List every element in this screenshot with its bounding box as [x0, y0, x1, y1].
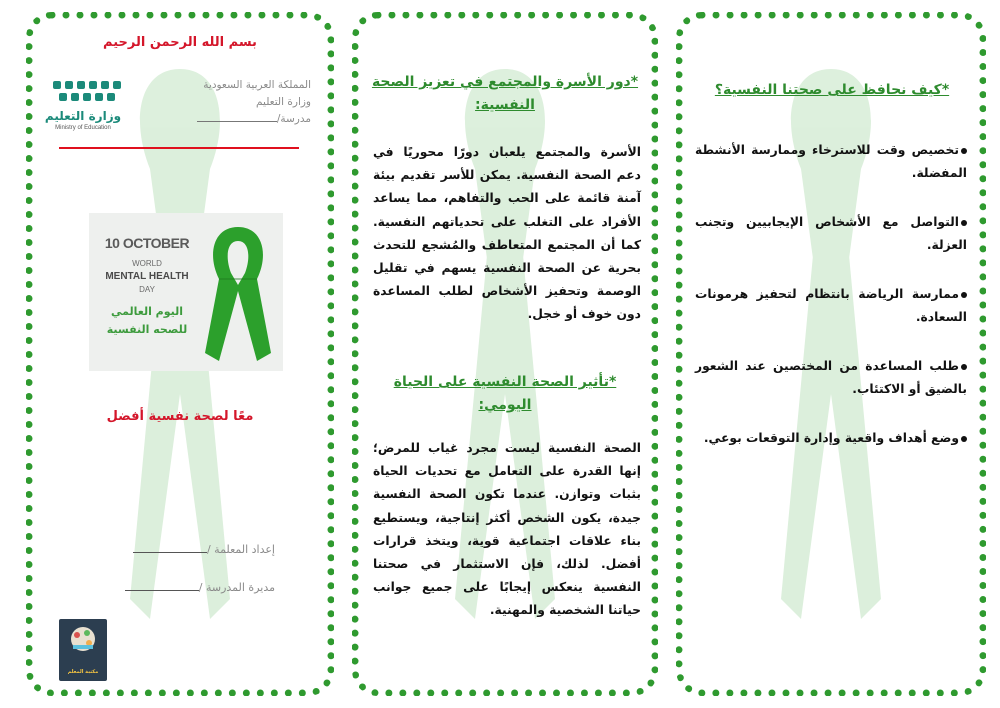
poster-day: DAY — [139, 285, 155, 294]
teacher-signature — [133, 543, 275, 556]
teacher-blank — [133, 543, 207, 553]
bullet-icon — [961, 364, 967, 370]
daily-life-heading: *تأثير الصحة النفسية على الحياة اليومي: — [393, 374, 617, 413]
poster-ar-line1: اليوم العالمي — [110, 305, 184, 318]
school-blank — [197, 111, 277, 122]
poster-ar-line2: للصحه النفسية — [106, 323, 188, 336]
ministry-name-en: Ministry of Education — [55, 125, 111, 131]
ministry-name-ar: وزارة التعليم — [44, 109, 122, 123]
teacher-label: إعداد المعلمة / — [206, 543, 275, 556]
list-item: وضع أهداف واقعية وإدارة التوقعات بوعي. — [695, 427, 967, 450]
poster-mental-health: MENTAL HEALTH — [105, 271, 189, 282]
list-item: التواصل مع الأشخاص الإيجابيين وتجنب العزلة. — [695, 215, 967, 252]
list-item: طلب المساعدة من المختصين عند الشعور بالضيق أو الاكتئاب. — [695, 359, 967, 396]
bullet-icon — [961, 148, 967, 154]
country-line: المملكة العربية السعودية — [203, 79, 311, 91]
list-item: ممارسة الرياضة بانتظام لتحفيز هرمونات السعادة. — [695, 287, 967, 324]
cover-panel — [26, 12, 334, 696]
mental-health-day-poster — [89, 213, 283, 371]
principal-label: مديرة المدرسة / — [198, 581, 275, 594]
green-ribbon-icon — [199, 221, 277, 363]
tips-list — [695, 139, 967, 476]
school-label: مدرسة/ — [276, 113, 311, 125]
badge-text: مكتبة المعلم — [67, 669, 99, 675]
family-role-heading: *دور الأسرة والمجتمع في تعزيز الصحة النفسية: — [371, 74, 639, 113]
basmala: بسم الله الرحمن الرحيم — [103, 35, 257, 50]
header-divider — [59, 147, 299, 149]
principal-signature — [125, 581, 275, 594]
daily-life-paragraph: الصحة النفسية ليست مجرد غياب للمرض؛ إنها القدرة على التعامل مع تحديات الحياة بثبات وتوازن. عندما تكون الصحة النفسية جيدة، يكون الشخص أكثر إنتاجية، ويستطيع بناء علاقات اجتماعية قوية، ويتخذ قرارات أفضل. لذلك، فإن الاستثمار في صحتنا النفسية ينعكس إيجابًا على جميع جوانب حياتنا الشخصية والمهنية. — [373, 441, 641, 618]
tips-heading: *كيف نحافظ على صحتنا النفسية؟ — [714, 82, 950, 98]
principal-blank — [125, 581, 199, 591]
ministry-line: وزارة التعليم — [256, 96, 311, 108]
bullet-icon — [961, 220, 967, 226]
family-community-panel — [352, 12, 658, 696]
poster-date: 10 OCTOBER — [104, 235, 190, 251]
list-item: تخصيص وقت للاسترخاء وممارسة الأنشطة المفضلة. — [695, 143, 967, 180]
teacher-library-badge — [59, 619, 107, 681]
school-line — [171, 111, 311, 128]
bullet-icon — [961, 436, 967, 442]
school-header — [171, 77, 311, 128]
family-role-paragraph: الأسرة والمجتمع يلعبان دورًا محوريًا في دعم الصحة النفسية. يمكن للأسر تقديم بيئة آمنة قائمة على الحب والتفاهم، مما يساعد الأفراد على التغلب على تحدياتهم النفسية. كما أن المجتمع المتعاطف والمُشجع للتحدث بحرية عن الصحة النفسية يسهم في تقليل الوصمة وتحفيز الأشخاص لطلب المساعدة دون خوف أو خجل. — [373, 145, 641, 322]
tips-panel — [676, 12, 986, 696]
poster-world: WORLD — [132, 259, 162, 268]
book-logo-icon — [59, 619, 107, 663]
slogan: معًا لصحة نفسية أفضل — [106, 409, 254, 424]
bullet-icon — [961, 292, 967, 298]
